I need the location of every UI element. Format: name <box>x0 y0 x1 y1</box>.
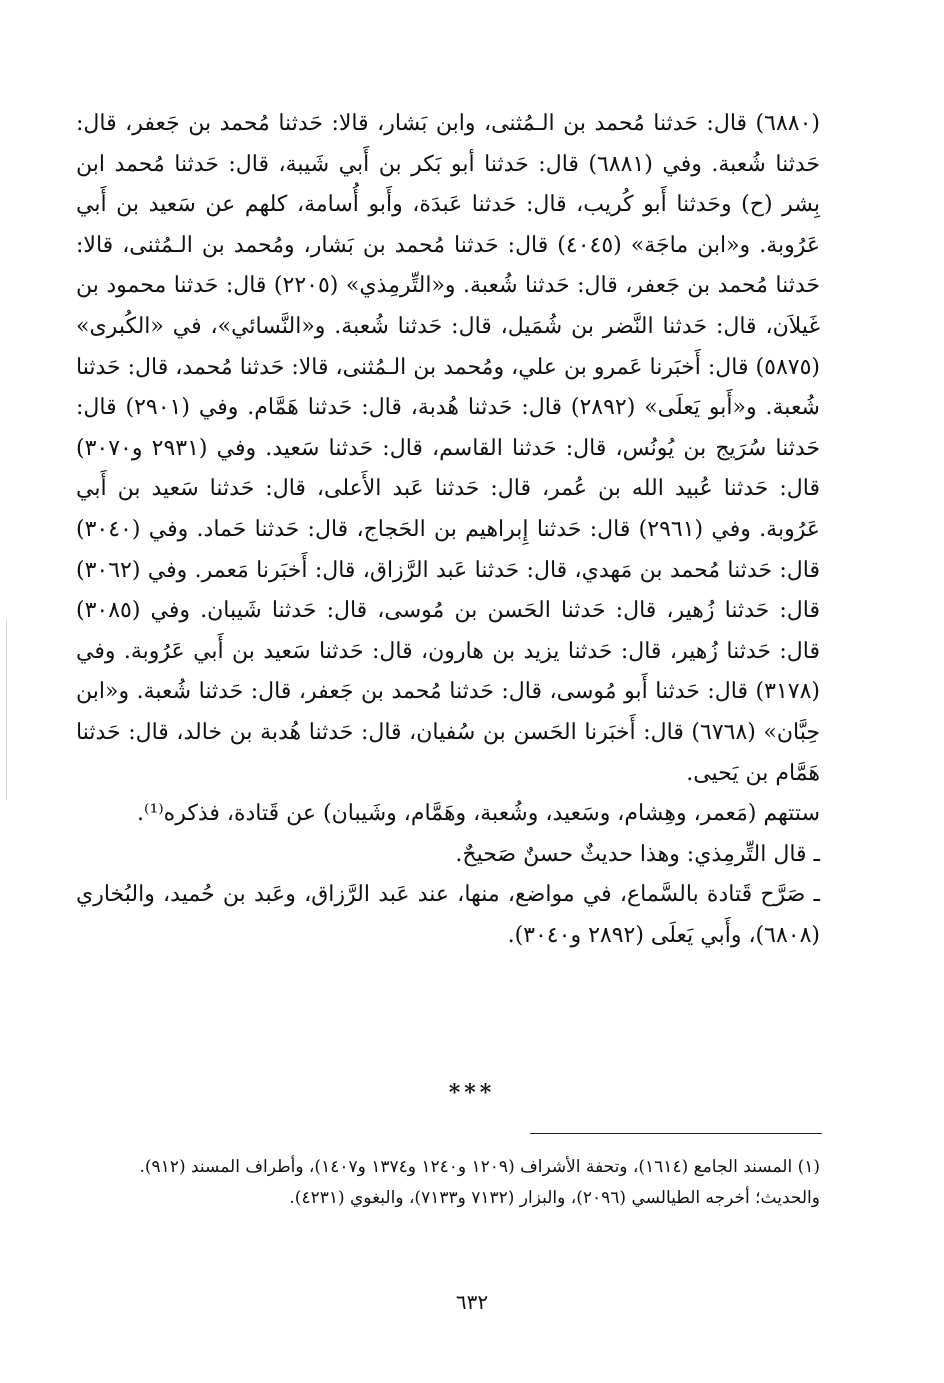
footnote-1: (١) المسند الجامع (١٦١٤)، وتحفة الأشراف (١٢٠٩ و١٢٤٠ و١٣٧٤ و١٤٠٧)، وأطراف المسند (٩١٢). <box>139 1157 820 1177</box>
scan-edge-line <box>6 620 7 800</box>
page-number: ٦٣٢ <box>455 1290 489 1314</box>
footnotes-block <box>76 1152 820 1214</box>
tirmidhi-grading-paragraph: ـ قال التِّرمِذي: وهذا حديثٌ حسنٌ صَحيحٌ. <box>455 841 820 867</box>
footnote-2: والحديث؛ أخرجه الطيالسي (٢٠٩٦)، والبزار (٧١٣٢ و٧١٣٣)، والبغوي (٤٢٣١). <box>289 1188 820 1208</box>
main-text-block <box>76 104 820 956</box>
hadith-sources-paragraph: (٦٨٨٠) قال: حَدثنا مُحمد بن الـمُثنى، وابن بَشار، قالا: حَدثنا مُحمد بن جَعفر، قال: حَدثنا شُعبة. وفي (٦٨٨١) قال: حَدثنا أبو بَكر بن أَبي شَيبة، قال: حَدثنا مُحمد ابن بِشر (ح) وحَدثنا أَبو كُريب، قال: حَدثنا عَبدَة، وأَبو أُسامة، كلهم عن سَعيد بن أَبي عَرُوبة. و«ابن ماجَة» (٤٠٤٥) قال: حَدثنا مُحمد بن بَشار، ومُحمد بن الـمُثنى، قالا: حَدثنا مُحمد بن جَعفر، قال: حَدثنا شُعبة. و«التِّرمِذي» (٢٢٠٥) قال: حَدثنا محمود بن غَيلاَن، قال: حَدثنا النَّضر بن شُمَيل، قال: حَدثنا شُعبة. و«النَّسائي»، في «الكُبرى» (٥٨٧٥) قال: أَخبَرنا عَمرو بن علي، ومُحمد بن الـمُثنى، قالا: حَدثنا مُحمد، قال: حَدثنا شُعبة. و«أَبو يَعلَى» (٢٨٩٢) قال: حَدثنا هُدبة، قال: حَدثنا هَمَّام. وفي (٢٩٠١) قال: حَدثنا سُرَيج بن يُونُس، قال: حَدثنا القاسم، قال: حَدثنا سَعيد. وفي (٢٩٣١ و٣٠٧٠) قال: حَدثنا عُبيد الله بن عُمر، قال: حَدثنا عَبد الأَعلى، قال: حَدثنا سَعيد بن أَبي عَرُوبة. وفي (٢٩٦١) قال: حَدثنا إِبراهيم بن الحَجاج، قال: حَدثنا حَماد. وفي (٣٠٤٠) قال: حَدثنا مُحمد بن مَهدي، قال: حَدثنا عَبد الرَّزاق، قال: أَخبَرنا مَعمر. وفي (٣٠٦٢) قال: حَدثنا زُهير، قال: حَدثنا الحَسن بن مُوسى، قال: حَدثنا شَيبان. وفي (٣٠٨٥) قال: حَدثنا زُهير، قال: حَدثنا يزيد بن هارون، قال: حَدثنا سَعيد بن أَبي عَرُوبة. وفي (٣١٧٨) قال: حَدثنا أَبو مُوسى، قال: حَدثنا مُحمد بن جَعفر، قال: حَدثنا شُعبة. و«ابن حِبَّان» (٦٧٦٨) قال: أَخبَرنا الحَسن بن سُفيان، قال: حَدثنا هُدبة بن خالد، قال: حَدثنا هَمَّام بن يَحيى. <box>76 111 820 786</box>
section-separator: *** <box>448 1080 496 1106</box>
footnote-divider <box>530 1133 822 1134</box>
narrators-summary-paragraph: ستتهم (مَعمر، وهِشام، وسَعيد، وشُعبة، وهَمَّام، وشَيبان) عن قَتادة، فذكره⁽¹⁾. <box>137 801 820 827</box>
qatada-hearing-paragraph: ـ صَرَّح قَتادة بالسَّماع، في مواضع، منها، عند عَبد الرَّزاق، وعَبد بن حُميد، والبُخاري (٦٨٠٨)، وأَبي يَعلَى (٢٨٩٢ و٣٠٤٠). <box>76 882 820 948</box>
